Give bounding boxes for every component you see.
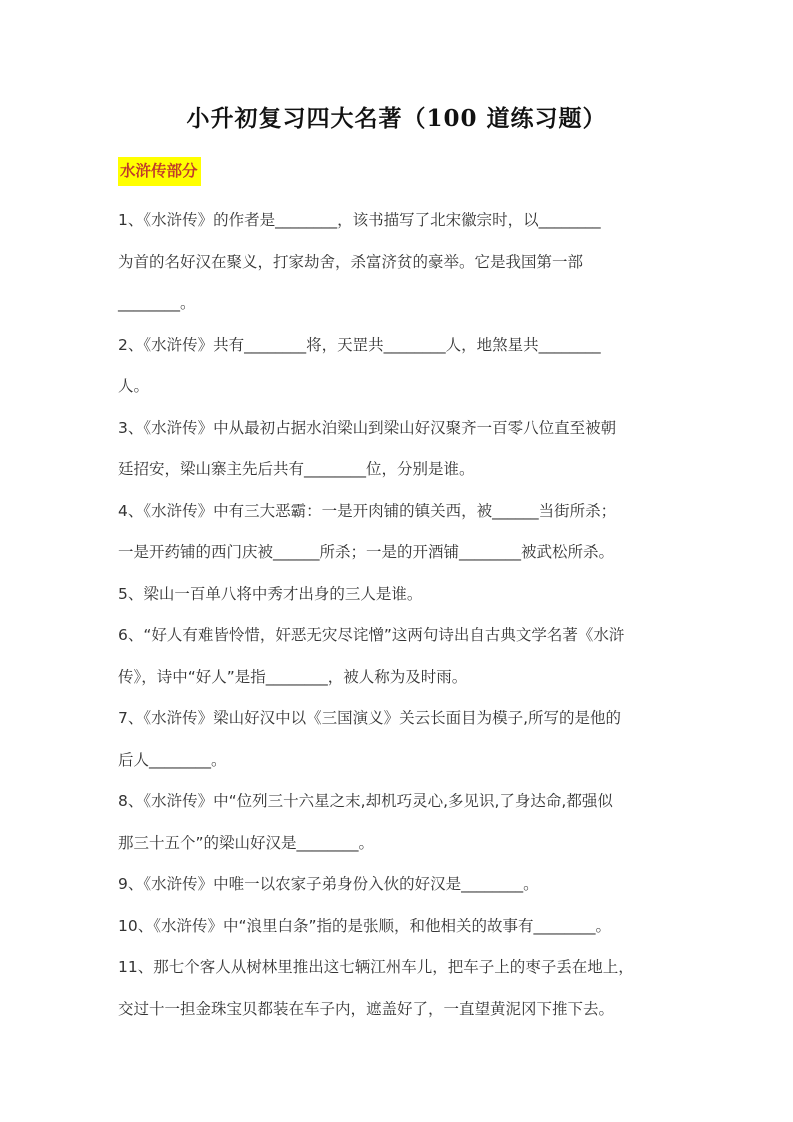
question-line: 廷招安，梁山寨主先后共有________位，分别是谁。 [118,460,475,478]
question-line: 1、《水浒传》的作者是________，该书描写了北宋徽宗时，以________ [118,211,601,229]
question-10 [118,906,678,948]
question-8 [118,781,678,864]
question-line: 5、梁山一百单八将中秀才出身的三人是谁。 [118,584,423,603]
question-line: 9、《水浒传》中唯一以农家子弟身份入伙的好汉是________。 [118,875,539,893]
question-2 [118,325,678,408]
question-5 [118,574,678,616]
question-6 [118,615,678,698]
question-line: 一是开药铺的西门庆被______所杀；一是的开酒铺________被武松所杀。 [118,543,615,561]
question-line: 2、《水浒传》共有________将，天罡共________人，地煞星共________ [118,335,601,354]
question-line: 6、“好人有难皆怜惜，奸恶无灾尽诧憎”这两句诗出自古典文学名著《水浒 [118,626,625,644]
question-line: ________。 [118,294,196,312]
question-4 [118,491,678,574]
question-line: 11、那七个客人从树林里推出这七辆江州车儿，把车子上的枣子丢在地上， [118,958,634,976]
question-line: 10、《水浒传》中“浪里白条”指的是张顺，和他相关的故事有________。 [118,916,612,935]
question-list [118,200,678,1030]
question-line: 4、《水浒传》中有三大恶霸：一是开肉铺的镇关西，被______当街所杀； [118,501,617,520]
question-line: 交过十一担金珠宝贝都装在车子内，遮盖好了，一直望黄泥冈下推下去。 [118,999,615,1018]
question-line: 那三十五个”的梁山好汉是________。 [118,833,375,852]
question-line: 人。 [118,377,150,395]
question-9 [118,864,678,906]
question-line: 后人________。 [118,750,227,769]
question-line: 为首的名好汉在聚义，打家劫舍，杀富济贫的豪举。它是我国第一部 [118,252,584,271]
question-1 [118,200,678,325]
section-heading-shuihuzhuan: 水浒传部分 [118,157,201,186]
question-line: 7、《水浒传》梁山好汉中以《三国演义》关云长面目为模子,所写的是他的 [118,709,622,727]
question-line: 3、《水浒传》中从最初占据水泊梁山到梁山好汉聚齐一百零八位直至被朝 [118,418,617,437]
question-line: 传》，诗中“好人”是指________，被人称为及时雨。 [118,667,468,686]
question-7 [118,698,678,781]
document-title: 小升初复习四大名著（100 道练习题） [186,105,607,132]
question-line: 8、《水浒传》中“位列三十六星之末,却机巧灵心,多见识,了身达命,都强似 [118,792,613,810]
question-3 [118,408,678,491]
question-11 [118,947,678,1030]
